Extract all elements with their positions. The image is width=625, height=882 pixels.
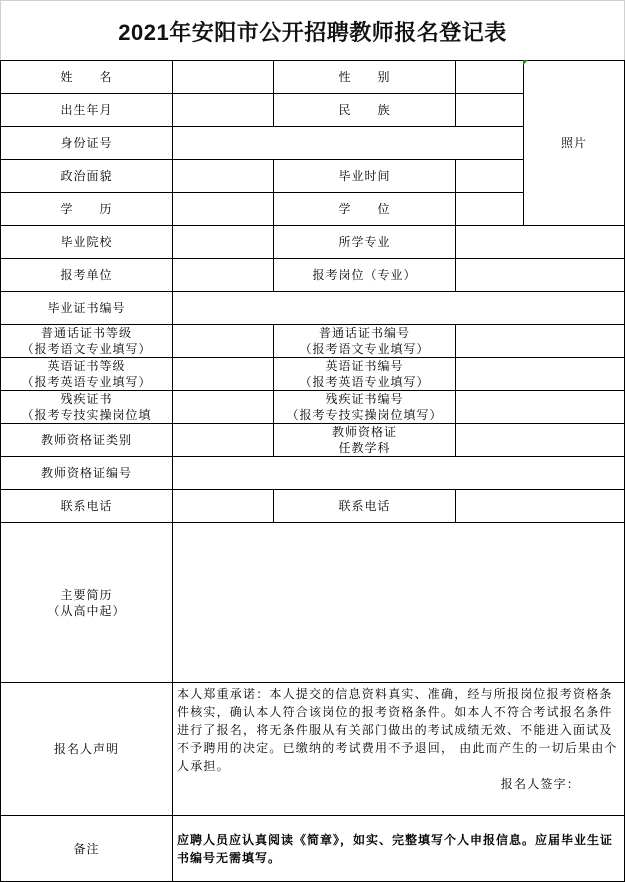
label-english-number: 英语证书编号 （报考英语专业填写） [273,357,456,391]
label-birth: 出生年月 [0,93,173,127]
label-resume: 主要简历 （从高中起） [0,522,173,683]
label-english-level: 英语证书等级 （报考英语专业填写） [0,357,173,391]
label-phone-2: 联系电话 [273,489,456,523]
graduation-time-input[interactable] [455,159,524,193]
id-number-input[interactable] [172,126,524,160]
label-teacher-cert-number: 教师资格证编号 [0,456,173,490]
education-input[interactable] [172,192,274,226]
political-status-input[interactable] [172,159,274,193]
label-gender: 性 别 [273,60,456,94]
degree-input[interactable] [455,192,524,226]
teacher-cert-type-input[interactable] [172,423,274,457]
phone-2-input[interactable] [455,489,625,523]
label-education: 学 历 [0,192,173,226]
label-school: 毕业院校 [0,225,173,259]
phone-1-input[interactable] [172,489,274,523]
putonghua-level-input[interactable] [172,324,274,358]
apply-unit-input[interactable] [172,258,274,292]
label-ethnicity: 民 族 [273,93,456,127]
label-declaration: 报名人声明 [0,682,173,816]
label-name: 姓 名 [0,60,173,94]
teacher-cert-number-input[interactable] [172,456,625,490]
declaration-text: 本人郑重承诺：本人提交的信息资料真实、准确，经与所报岗位报考资格条件核实，确认本人符合该岗位的报考资格条件。如本人不符合考试报名条件进行了报名，将无条件服从有关部门做出的考试成绩无效、不能进入面试及不予聘用的决定。已缴纳的考试费用不予退回， 由此而产生的一切后果由个人承担。 [177,687,618,773]
cell-comment-marker-icon [523,60,528,65]
label-teacher-cert-subject: 教师资格证 任教学科 [273,423,456,457]
major-input[interactable] [455,225,625,259]
label-diploma-number: 毕业证书编号 [0,291,173,325]
signature-label: 报名人签字： [500,777,580,791]
label-putonghua-level: 普通话证书等级 （报考语文专业填写） [0,324,173,358]
remarks-text: 应聘人员应认真阅读《简章》，如实、完整填写个人申报信息。应届毕业生证书编号无需填写。 [172,815,625,882]
photo-box[interactable] [523,60,625,226]
form-title: 2021年安阳市公开招聘教师报名登记表 [118,20,507,45]
teacher-cert-subject-input[interactable] [455,423,625,457]
apply-post-input[interactable] [455,258,625,292]
disability-number-input[interactable] [455,390,625,424]
school-input[interactable] [172,225,274,259]
label-disability-number: 残疾证书编号 （报考专技实操岗位填写） [273,390,456,424]
disability-cert-input[interactable] [172,390,274,424]
label-political-status: 政治面貌 [0,159,173,193]
birth-input[interactable] [172,93,274,127]
label-disability-cert: 残疾证书 （报考专技实操岗位填 [0,390,173,424]
label-teacher-cert-type: 教师资格证类别 [0,423,173,457]
label-phone-1: 联系电话 [0,489,173,523]
name-input[interactable] [172,60,274,94]
label-apply-post: 报考岗位（专业） [273,258,456,292]
label-id-number: 身份证号 [0,126,173,160]
photo-label: 照片 [560,136,587,150]
label-apply-unit: 报考单位 [0,258,173,292]
declaration-box [172,682,625,816]
putonghua-number-input[interactable] [455,324,625,358]
diploma-number-input[interactable] [172,291,625,325]
ethnicity-input[interactable] [455,93,524,127]
english-level-input[interactable] [172,357,274,391]
label-remarks: 备注 [0,815,173,882]
label-graduation-time: 毕业时间 [273,159,456,193]
label-putonghua-number: 普通话证书编号 （报考语文专业填写） [273,324,456,358]
resume-input[interactable] [172,522,625,683]
label-major: 所学专业 [273,225,456,259]
english-number-input[interactable] [455,357,625,391]
gender-input[interactable] [455,60,524,94]
label-degree: 学 位 [273,192,456,226]
